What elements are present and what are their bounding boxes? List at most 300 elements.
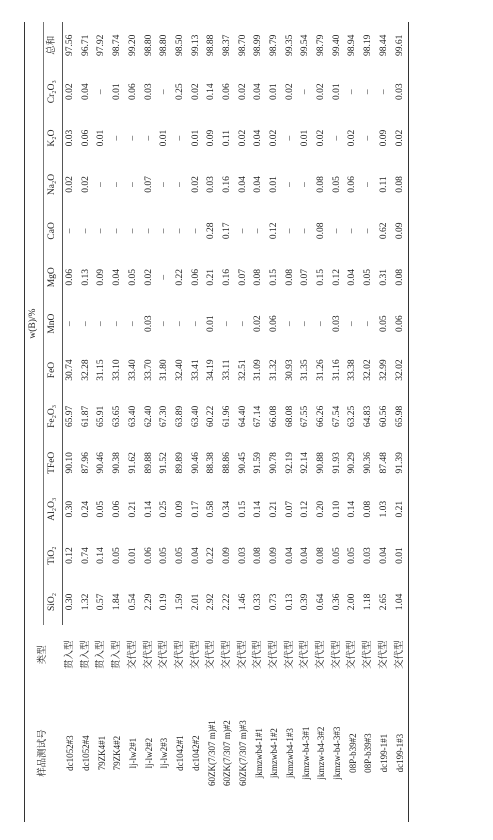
value-cell: 32.99 bbox=[378, 359, 389, 381]
value-cell: – bbox=[80, 321, 91, 327]
sample-id-cell: dc199-1#1 bbox=[379, 733, 390, 773]
value-cell: 33.40 bbox=[127, 359, 138, 381]
value-cell: 0.08 bbox=[392, 254, 408, 300]
value-cell: 0.21 bbox=[127, 500, 138, 518]
value-cell: 0.14 bbox=[206, 83, 217, 100]
value-cell: 99.61 bbox=[392, 22, 408, 68]
value-cell: 0.07 bbox=[237, 268, 248, 286]
value-cell: 66.26 bbox=[316, 405, 327, 428]
value-cell: 0.08 bbox=[392, 161, 408, 207]
sample-id-cell: lj-lw2#2 bbox=[143, 737, 154, 769]
value-cell: 0.15 bbox=[269, 268, 280, 286]
value-cell: 0.02 bbox=[65, 176, 76, 193]
value-cell: 60.22 bbox=[206, 405, 217, 428]
value-cell: 0.01 bbox=[392, 532, 408, 578]
value-cell: 0.03 bbox=[143, 83, 154, 100]
value-cell: 0.03 bbox=[237, 547, 248, 564]
value-cell: 0.02 bbox=[269, 129, 280, 147]
type-cell: 贯入型 bbox=[112, 640, 123, 669]
value-cell: 0.39 bbox=[300, 593, 311, 611]
value-cell: 0.34 bbox=[221, 500, 232, 518]
value-cell: 0.09 bbox=[378, 129, 389, 147]
value-cell: 0.02 bbox=[253, 315, 264, 332]
value-cell: 31.80 bbox=[159, 359, 170, 381]
value-cell: 0.04 bbox=[80, 83, 91, 100]
sample-id-cell: 08P-b39#3 bbox=[363, 733, 374, 773]
value-cell: 0.04 bbox=[253, 176, 264, 193]
sample-id-cell: dc1052#4 bbox=[81, 735, 92, 771]
value-cell: 0.14 bbox=[96, 547, 107, 564]
value-cell: 99.35 bbox=[284, 34, 295, 56]
value-cell: 66.08 bbox=[269, 405, 280, 428]
value-cell: – bbox=[174, 135, 185, 141]
table-row bbox=[345, 22, 361, 822]
value-cell: 0.01 bbox=[96, 129, 107, 147]
type-cell: 交代型 bbox=[316, 640, 327, 669]
value-cell: 0.07 bbox=[284, 500, 295, 518]
table-row bbox=[283, 22, 299, 822]
unit-header: w(B)/% bbox=[25, 22, 44, 625]
value-cell: 0.03 bbox=[363, 547, 374, 564]
value-cell: 0.08 bbox=[253, 268, 264, 286]
value-cell: 33.41 bbox=[190, 359, 201, 381]
value-cell: 0.04 bbox=[112, 268, 123, 286]
value-cell: 0.09 bbox=[96, 268, 107, 286]
value-cell: 0.21 bbox=[269, 500, 280, 518]
value-cell: 0.33 bbox=[253, 593, 264, 611]
value-cell: – bbox=[96, 89, 107, 95]
value-cell: 1.46 bbox=[237, 593, 248, 611]
value-cell: 0.06 bbox=[221, 83, 232, 100]
value-cell: 90.10 bbox=[65, 452, 76, 474]
value-cell: – bbox=[80, 228, 91, 234]
type-cell: 交代型 bbox=[159, 640, 170, 669]
value-cell: 0.13 bbox=[284, 593, 295, 611]
value-cell: 0.28 bbox=[206, 222, 217, 240]
value-cell: 0.11 bbox=[378, 176, 389, 193]
value-cell: 0.05 bbox=[174, 547, 185, 564]
value-cell: 67.54 bbox=[331, 405, 342, 428]
value-cell: 31.16 bbox=[331, 359, 342, 381]
value-cell: 0.09 bbox=[392, 208, 408, 254]
table-row bbox=[189, 22, 205, 822]
value-cell: 0.20 bbox=[316, 500, 327, 518]
value-cell: 0.07 bbox=[143, 176, 154, 193]
type-cell: 交代型 bbox=[127, 640, 138, 669]
value-cell: 0.24 bbox=[80, 500, 91, 518]
value-cell: 2.22 bbox=[221, 593, 232, 611]
value-cell: 0.30 bbox=[65, 500, 76, 518]
value-cell: 96.71 bbox=[80, 34, 91, 56]
value-cell: 64.40 bbox=[237, 405, 248, 428]
value-cell: 0.12 bbox=[300, 500, 311, 518]
type-cell: 交代型 bbox=[300, 640, 311, 669]
value-cell: 91.93 bbox=[331, 452, 342, 474]
table-row bbox=[330, 22, 346, 822]
value-cell: 0.12 bbox=[331, 268, 342, 286]
column-header: FeO bbox=[44, 347, 63, 393]
value-cell: 0.03 bbox=[392, 68, 408, 114]
type-cell: 交代型 bbox=[392, 625, 408, 684]
sample-id-cell: jkmzw-b4-3#1 bbox=[300, 726, 311, 780]
value-cell: – bbox=[237, 321, 248, 327]
value-cell: 0.02 bbox=[65, 83, 76, 100]
sample-id-cell: 08P-b39#2 bbox=[347, 733, 358, 773]
value-cell: – bbox=[284, 321, 295, 327]
value-cell: 0.05 bbox=[378, 315, 389, 332]
column-header: K₂O bbox=[44, 115, 63, 161]
value-cell: 0.08 bbox=[316, 176, 327, 193]
value-cell: 2.65 bbox=[378, 593, 389, 611]
column-header: Fe₂O₃ bbox=[44, 393, 63, 439]
value-cell: – bbox=[378, 89, 389, 95]
value-cell: – bbox=[331, 228, 342, 234]
type-header: 类型 bbox=[25, 625, 63, 684]
value-cell: – bbox=[96, 182, 107, 187]
table-row bbox=[267, 22, 283, 822]
value-cell: 63.40 bbox=[190, 405, 201, 428]
sample-id-cell: jkmzwb4-1#3 bbox=[284, 728, 295, 779]
value-cell: 0.64 bbox=[316, 593, 327, 611]
value-cell: 2.01 bbox=[190, 593, 201, 611]
table-row bbox=[314, 22, 330, 822]
value-cell: 0.73 bbox=[269, 593, 280, 611]
value-cell: 30.74 bbox=[65, 359, 76, 381]
value-cell: – bbox=[159, 228, 170, 234]
table-body bbox=[63, 22, 409, 822]
value-cell: 98.70 bbox=[237, 34, 248, 56]
value-cell: 32.51 bbox=[237, 359, 248, 381]
value-cell: 63.89 bbox=[174, 405, 185, 428]
value-cell: 0.06 bbox=[269, 315, 280, 332]
value-cell: 67.55 bbox=[300, 405, 311, 428]
value-cell: – bbox=[127, 182, 138, 187]
value-cell: 31.32 bbox=[269, 359, 280, 381]
column-header: 总和 bbox=[44, 22, 63, 68]
value-cell: 1.32 bbox=[80, 593, 91, 611]
value-cell: 0.19 bbox=[159, 593, 170, 611]
sample-id-cell: lj-lw2#3 bbox=[159, 737, 170, 769]
value-cell: 91.62 bbox=[127, 452, 138, 474]
value-cell: – bbox=[127, 228, 138, 234]
value-cell: 0.02 bbox=[316, 129, 327, 147]
column-header: Na₂O bbox=[44, 161, 63, 207]
value-cell: 63.25 bbox=[347, 405, 358, 428]
value-cell: – bbox=[331, 135, 342, 141]
sample-id-cell: dc199-1#3 bbox=[392, 684, 408, 822]
column-header: TFeO bbox=[44, 440, 63, 486]
column-header: SiO₂ bbox=[44, 579, 63, 625]
table-row bbox=[251, 22, 267, 822]
value-cell: 65.98 bbox=[392, 393, 408, 439]
value-cell: 0.62 bbox=[378, 222, 389, 240]
value-cell: 98.37 bbox=[221, 34, 232, 56]
value-cell: – bbox=[300, 321, 311, 327]
sample-id-cell: 60ZK(7/307 m)#2 bbox=[222, 720, 233, 786]
value-cell: 61.96 bbox=[221, 405, 232, 428]
value-cell: – bbox=[96, 321, 107, 327]
value-cell: 97.92 bbox=[96, 34, 107, 56]
value-cell: 0.31 bbox=[378, 268, 389, 286]
value-cell: 65.97 bbox=[65, 405, 76, 428]
value-cell: 0.09 bbox=[206, 129, 217, 147]
type-cell: 交代型 bbox=[221, 640, 232, 669]
value-cell: – bbox=[316, 321, 327, 327]
type-cell: 交代型 bbox=[347, 640, 358, 669]
value-cell: – bbox=[112, 228, 123, 234]
sample-id-cell: 79ZK4#2 bbox=[112, 735, 123, 771]
value-cell: 0.03 bbox=[331, 315, 342, 332]
type-cell: 交代型 bbox=[269, 640, 280, 669]
value-cell: 92.14 bbox=[300, 452, 311, 474]
value-cell: 0.06 bbox=[392, 300, 408, 346]
column-header: MgO bbox=[44, 254, 63, 300]
value-cell: 0.21 bbox=[392, 486, 408, 532]
value-cell: 0.21 bbox=[206, 268, 217, 286]
type-cell: 贯入型 bbox=[64, 640, 75, 669]
value-cell: 98.74 bbox=[112, 34, 123, 56]
value-cell: 31.35 bbox=[300, 359, 311, 381]
value-cell: 0.01 bbox=[300, 129, 311, 147]
value-cell: – bbox=[174, 182, 185, 187]
value-cell: – bbox=[300, 228, 311, 234]
value-cell: 90.29 bbox=[347, 452, 358, 474]
value-cell: 0.12 bbox=[269, 222, 280, 240]
value-cell: – bbox=[347, 228, 358, 234]
value-cell: 0.04 bbox=[253, 83, 264, 100]
value-cell: 67.30 bbox=[159, 405, 170, 428]
value-cell: 90.46 bbox=[96, 452, 107, 474]
value-cell: 63.40 bbox=[127, 405, 138, 428]
type-cell: 交代型 bbox=[378, 640, 389, 669]
value-cell: 33.38 bbox=[347, 359, 358, 381]
sample-id-cell: jkmzwb4-1#1 bbox=[253, 728, 264, 779]
value-cell: 61.87 bbox=[80, 405, 91, 428]
type-cell: 交代型 bbox=[190, 640, 201, 669]
value-cell: 0.17 bbox=[221, 222, 232, 240]
value-cell: 98.44 bbox=[378, 34, 389, 56]
value-cell: 0.01 bbox=[206, 315, 217, 332]
value-cell: – bbox=[284, 135, 295, 141]
value-cell: 0.08 bbox=[363, 500, 374, 518]
value-cell: 0.03 bbox=[143, 315, 154, 332]
table-row bbox=[126, 22, 142, 822]
value-cell: – bbox=[65, 321, 76, 327]
type-cell: 交代型 bbox=[363, 640, 374, 669]
value-cell: 0.03 bbox=[65, 129, 76, 147]
value-cell: 0.22 bbox=[174, 268, 185, 286]
value-cell: – bbox=[284, 182, 295, 187]
value-cell: 0.13 bbox=[80, 268, 91, 286]
value-cell: 88.86 bbox=[221, 452, 232, 474]
value-cell: 0.04 bbox=[237, 176, 248, 193]
value-cell: – bbox=[363, 135, 374, 141]
value-cell: 0.01 bbox=[269, 83, 280, 100]
column-header: MnO bbox=[44, 300, 63, 346]
value-cell: – bbox=[190, 321, 201, 327]
value-cell: 0.02 bbox=[190, 176, 201, 193]
table-row bbox=[173, 22, 189, 822]
column-header: TiO₂ bbox=[44, 532, 63, 578]
value-cell: 87.96 bbox=[80, 452, 91, 474]
value-cell: 0.02 bbox=[316, 83, 327, 100]
value-cell: 0.05 bbox=[363, 268, 374, 286]
value-cell: 0.05 bbox=[331, 547, 342, 564]
value-cell: 98.19 bbox=[363, 34, 374, 56]
value-cell: – bbox=[143, 135, 154, 141]
table-row bbox=[392, 22, 408, 822]
type-cell: 贯入型 bbox=[96, 640, 107, 669]
value-cell: 98.80 bbox=[143, 34, 154, 56]
sample-id-cell: 60ZK(7/307 m)#3 bbox=[237, 720, 248, 786]
value-cell: 0.57 bbox=[96, 593, 107, 611]
value-cell: – bbox=[65, 228, 76, 234]
value-cell: – bbox=[363, 321, 374, 327]
value-cell: 0.02 bbox=[237, 129, 248, 147]
table-row bbox=[204, 22, 220, 822]
value-cell: 0.03 bbox=[206, 176, 217, 193]
sample-id-cell: lj-lw2#1 bbox=[128, 737, 139, 769]
value-cell: 0.05 bbox=[159, 547, 170, 564]
value-cell: 0.09 bbox=[221, 547, 232, 564]
value-cell: 0.15 bbox=[316, 268, 327, 286]
value-cell: 92.19 bbox=[284, 452, 295, 474]
value-cell: 1.03 bbox=[378, 500, 389, 518]
table-row bbox=[236, 22, 252, 822]
value-cell: 0.04 bbox=[190, 547, 201, 564]
value-cell: – bbox=[347, 321, 358, 327]
value-cell: 98.80 bbox=[159, 34, 170, 56]
value-cell: 91.39 bbox=[392, 440, 408, 486]
value-cell: 0.07 bbox=[300, 268, 311, 286]
value-cell: 32.40 bbox=[174, 359, 185, 381]
value-cell: – bbox=[347, 89, 358, 95]
value-cell: 89.88 bbox=[143, 452, 154, 474]
sample-id-cell: dc1042#2 bbox=[190, 735, 201, 771]
column-header: CaO bbox=[44, 208, 63, 254]
value-cell: 1.04 bbox=[392, 579, 408, 625]
value-cell: 32.02 bbox=[392, 347, 408, 393]
value-cell: 0.14 bbox=[347, 500, 358, 518]
value-cell: 0.06 bbox=[190, 268, 201, 286]
value-cell: 0.22 bbox=[206, 547, 217, 564]
value-cell: 0.01 bbox=[331, 83, 342, 100]
value-cell: 98.79 bbox=[269, 34, 280, 56]
value-cell: 98.99 bbox=[253, 34, 264, 56]
value-cell: 0.54 bbox=[127, 593, 138, 611]
table-row bbox=[377, 22, 393, 822]
header-row-top bbox=[25, 22, 44, 822]
value-cell: 2.00 bbox=[347, 593, 358, 611]
value-cell: 0.09 bbox=[174, 500, 185, 518]
value-cell: 68.08 bbox=[284, 405, 295, 428]
value-cell: 0.01 bbox=[190, 129, 201, 147]
value-cell: 99.40 bbox=[331, 34, 342, 56]
value-cell: 33.70 bbox=[143, 359, 154, 381]
value-cell: 0.06 bbox=[80, 129, 91, 147]
value-cell: 0.06 bbox=[347, 176, 358, 193]
value-cell: 88.38 bbox=[206, 452, 217, 474]
value-cell: 0.10 bbox=[331, 500, 342, 518]
value-cell: 0.08 bbox=[284, 268, 295, 286]
value-cell: 0.08 bbox=[316, 222, 327, 240]
sample-id-cell: jkmzwb4-1#2 bbox=[269, 728, 280, 779]
value-cell: 0.15 bbox=[237, 500, 248, 518]
value-cell: 0.02 bbox=[80, 176, 91, 193]
value-cell: – bbox=[363, 89, 374, 95]
value-cell: 99.54 bbox=[300, 34, 311, 56]
value-cell: 0.01 bbox=[269, 176, 280, 193]
value-cell: 0.11 bbox=[221, 129, 232, 147]
sample-id-cell: dc1042#1 bbox=[175, 735, 186, 771]
value-cell: 0.04 bbox=[347, 268, 358, 286]
value-cell: 31.09 bbox=[253, 359, 264, 381]
table-row bbox=[94, 22, 110, 822]
value-cell: – bbox=[112, 321, 123, 327]
value-cell: – bbox=[284, 228, 295, 234]
value-cell: 33.10 bbox=[112, 359, 123, 381]
value-cell: 2.29 bbox=[143, 593, 154, 611]
value-cell: 0.05 bbox=[331, 176, 342, 193]
value-cell: 64.83 bbox=[363, 405, 374, 428]
value-cell: 31.15 bbox=[96, 359, 107, 381]
value-cell: 32.02 bbox=[363, 359, 374, 381]
sample-id-cell: jkmzw-b4-3#3 bbox=[332, 726, 343, 780]
table-row bbox=[157, 22, 173, 822]
column-header: Al₂O₃ bbox=[44, 486, 63, 532]
value-cell: 0.02 bbox=[143, 268, 154, 286]
value-cell: 0.58 bbox=[206, 500, 217, 518]
value-cell: 0.09 bbox=[269, 547, 280, 564]
value-cell: – bbox=[96, 228, 107, 234]
column-header: Cr₂O₃ bbox=[44, 68, 63, 114]
value-cell: 0.02 bbox=[284, 83, 295, 100]
value-cell: – bbox=[253, 228, 264, 234]
value-cell: 0.17 bbox=[190, 500, 201, 518]
value-cell: 90.45 bbox=[237, 452, 248, 474]
value-cell: 99.20 bbox=[127, 34, 138, 56]
value-cell: 90.46 bbox=[190, 452, 201, 474]
sample-id-cell: 60ZK(7/307 m)#1 bbox=[206, 720, 217, 786]
value-cell: – bbox=[127, 135, 138, 141]
value-cell: 0.06 bbox=[143, 547, 154, 564]
type-cell: 交代型 bbox=[174, 640, 185, 669]
value-cell: 0.05 bbox=[112, 547, 123, 564]
value-cell: 91.52 bbox=[159, 452, 170, 474]
value-cell: 32.28 bbox=[80, 359, 91, 381]
value-cell: 99.13 bbox=[190, 34, 201, 56]
value-cell: – bbox=[143, 228, 154, 234]
value-cell: 60.56 bbox=[378, 405, 389, 428]
value-cell: – bbox=[221, 321, 232, 327]
value-cell: 90.36 bbox=[363, 452, 374, 474]
value-cell: 98.88 bbox=[206, 34, 217, 56]
value-cell: – bbox=[112, 135, 123, 141]
value-cell: – bbox=[159, 89, 170, 95]
value-cell: 90.38 bbox=[112, 452, 123, 474]
type-cell: 贯入型 bbox=[80, 640, 91, 669]
value-cell: – bbox=[300, 89, 311, 95]
value-cell: 2.92 bbox=[206, 593, 217, 611]
value-cell: 0.02 bbox=[347, 129, 358, 147]
value-cell: – bbox=[237, 228, 248, 234]
value-cell: 0.25 bbox=[174, 83, 185, 100]
value-cell: 0.02 bbox=[190, 83, 201, 100]
value-cell: 63.65 bbox=[112, 405, 123, 428]
table-row bbox=[141, 22, 157, 822]
type-cell: 交代型 bbox=[331, 640, 342, 669]
value-cell: 0.06 bbox=[65, 268, 76, 286]
